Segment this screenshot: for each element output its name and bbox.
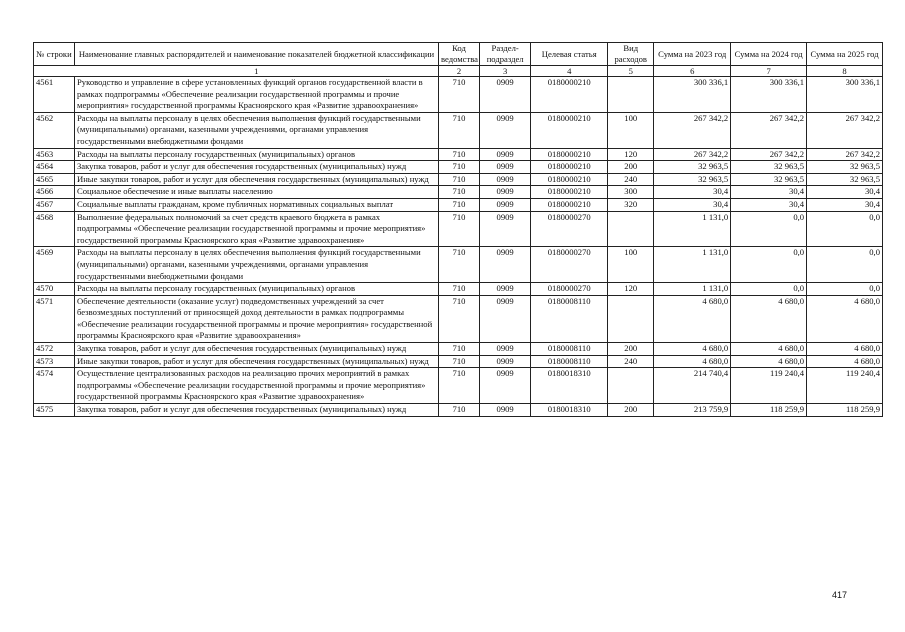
row-expense-type: 240 [608,173,654,186]
row-sum-2024: 300 336,1 [731,77,807,113]
row-number: 4573 [34,355,75,368]
row-expense-type: 240 [608,355,654,368]
row-department-code: 710 [439,247,480,283]
row-target-article: 0180000210 [531,148,608,161]
header-number-row [34,66,883,77]
row-sum-2024: 4 680,0 [731,343,807,356]
row-sum-2023: 267 342,2 [654,112,731,148]
header-sum-2025: Сумма на 2025 год [807,43,883,66]
row-department-code: 710 [439,211,480,247]
row-sum-2023: 214 740,4 [654,368,731,404]
row-section: 0909 [480,283,531,296]
row-target-article: 0180000270 [531,211,608,247]
row-sum-2025: 4 680,0 [807,355,883,368]
row-number: 4572 [34,343,75,356]
row-sum-2025: 32 963,5 [807,173,883,186]
row-section: 0909 [480,77,531,113]
row-department-code: 710 [439,173,480,186]
row-target-article: 0180000210 [531,77,608,113]
row-expense-type: 120 [608,283,654,296]
table-header [34,43,883,77]
row-target-article: 0180000210 [531,112,608,148]
row-department-code: 710 [439,198,480,211]
row-sum-2023: 4 680,0 [654,343,731,356]
table-row [34,112,883,148]
row-section: 0909 [480,355,531,368]
row-number: 4569 [34,247,75,283]
row-expense-type [608,211,654,247]
row-sum-2024: 119 240,4 [731,368,807,404]
table-row [34,77,883,113]
row-sum-2025: 118 259,9 [807,404,883,417]
row-number: 4563 [34,148,75,161]
row-number: 4568 [34,211,75,247]
row-sum-2025: 4 680,0 [807,343,883,356]
row-name: Расходы на выплаты персоналу в целях обеспечения выполнения функций государственными (муниципальными) органами, казенными учреждениями, органами управления государственными внебюджетными фондами [75,247,439,283]
row-target-article: 0180000210 [531,161,608,174]
header-sum-2023: Сумма на 2023 год [654,43,731,66]
row-section: 0909 [480,186,531,199]
row-sum-2024: 0,0 [731,247,807,283]
row-section: 0909 [480,343,531,356]
header-sum-2024: Сумма на 2024 год [731,43,807,66]
row-number: 4566 [34,186,75,199]
row-sum-2023: 1 131,0 [654,211,731,247]
row-name: Закупка товаров, работ и услуг для обеспечения государственных (муниципальных) нужд [75,161,439,174]
row-number: 4574 [34,368,75,404]
row-target-article: 0180008110 [531,343,608,356]
table-row [34,211,883,247]
row-department-code: 710 [439,343,480,356]
row-target-article: 0180000210 [531,173,608,186]
table-row [34,368,883,404]
row-sum-2024: 32 963,5 [731,173,807,186]
row-expense-type: 300 [608,186,654,199]
row-section: 0909 [480,173,531,186]
row-sum-2024: 30,4 [731,198,807,211]
row-section: 0909 [480,161,531,174]
table-row [34,355,883,368]
row-number: 4565 [34,173,75,186]
row-sum-2023: 213 759,9 [654,404,731,417]
row-department-code: 710 [439,404,480,417]
row-section: 0909 [480,368,531,404]
header-number: 3 [480,66,531,77]
row-expense-type: 100 [608,112,654,148]
row-sum-2024: 267 342,2 [731,148,807,161]
row-expense-type: 320 [608,198,654,211]
row-department-code: 710 [439,283,480,296]
table-row [34,295,883,342]
row-target-article: 0180000210 [531,186,608,199]
row-sum-2024: 4 680,0 [731,295,807,342]
header-number: 5 [608,66,654,77]
row-sum-2024: 0,0 [731,211,807,247]
row-section: 0909 [480,295,531,342]
row-name: Социальные выплаты гражданам, кроме публичных нормативных социальных выплат [75,198,439,211]
row-name: Выполнение федеральных полномочий за счет средств краевого бюджета в рамках подпрограммы «Обеспечение реализации государственной программы и прочие мероприятия» государственной программы Красноярского края «Развитие здравоохранения» [75,211,439,247]
row-target-article: 0180000210 [531,198,608,211]
header-target-article: Целевая статья [531,43,608,66]
row-name: Расходы на выплаты персоналу государственных (муниципальных) органов [75,283,439,296]
row-name: Расходы на выплаты персоналу в целях обеспечения выполнения функций государственными (муниципальными) органами, казенными учреждениями, органами управления государственными внебюджетными фондами [75,112,439,148]
row-target-article: 0180008110 [531,295,608,342]
row-name: Осуществление централизованных расходов на реализацию прочих мероприятий в рамках подпрограммы «Обеспечение реализации государственной программы и прочие мероприятия» государственной программы Красноярского края «Развитие здравоохранения» [75,368,439,404]
row-sum-2023: 1 131,0 [654,283,731,296]
header-row-number: № строки [34,43,75,66]
row-sum-2023: 4 680,0 [654,295,731,342]
row-number: 4567 [34,198,75,211]
row-expense-type [608,368,654,404]
row-sum-2024: 32 963,5 [731,161,807,174]
row-expense-type: 200 [608,404,654,417]
row-sum-2023: 300 336,1 [654,77,731,113]
header-number: 1 [75,66,439,77]
row-expense-type: 120 [608,148,654,161]
page-number: 417 [832,590,848,600]
row-sum-2025: 267 342,2 [807,148,883,161]
row-name: Социальное обеспечение и иные выплаты населению [75,186,439,199]
row-sum-2025: 30,4 [807,186,883,199]
row-sum-2023: 4 680,0 [654,355,731,368]
header-number-blank [34,66,75,77]
row-section: 0909 [480,112,531,148]
row-sum-2024: 30,4 [731,186,807,199]
row-sum-2023: 32 963,5 [654,161,731,174]
table-row [34,198,883,211]
table-row [34,247,883,283]
row-sum-2023: 32 963,5 [654,173,731,186]
row-section: 0909 [480,211,531,247]
header-name: Наименование главных распорядителей и наименование показателей бюджетной классификации [75,43,439,66]
row-sum-2025: 0,0 [807,247,883,283]
table-row [34,283,883,296]
row-expense-type: 100 [608,247,654,283]
header-number: 4 [531,66,608,77]
header-expense-type: Вид расходов [608,43,654,66]
row-sum-2024: 267 342,2 [731,112,807,148]
row-department-code: 710 [439,112,480,148]
row-number: 4561 [34,77,75,113]
row-name: Иные закупки товаров, работ и услуг для обеспечения государственных (муниципальных) нужд [75,355,439,368]
table-row [34,186,883,199]
row-sum-2025: 119 240,4 [807,368,883,404]
row-department-code: 710 [439,161,480,174]
row-sum-2025: 32 963,5 [807,161,883,174]
row-name: Иные закупки товаров, работ и услуг для обеспечения государственных (муниципальных) нужд [75,173,439,186]
row-expense-type: 200 [608,161,654,174]
row-sum-2025: 4 680,0 [807,295,883,342]
row-sum-2024: 0,0 [731,283,807,296]
row-expense-type [608,77,654,113]
row-sum-2025: 0,0 [807,211,883,247]
row-section: 0909 [480,247,531,283]
table-row [34,343,883,356]
row-department-code: 710 [439,77,480,113]
row-target-article: 0180018310 [531,404,608,417]
row-expense-type: 200 [608,343,654,356]
header-department-code: Код ведомства [439,43,480,66]
row-sum-2023: 30,4 [654,186,731,199]
row-department-code: 710 [439,186,480,199]
row-department-code: 710 [439,295,480,342]
row-target-article: 0180018310 [531,368,608,404]
row-name: Расходы на выплаты персоналу государственных (муниципальных) органов [75,148,439,161]
header-section: Раздел-подраздел [480,43,531,66]
row-expense-type [608,295,654,342]
row-name: Обеспечение деятельности (оказание услуг) подведомственных учреждений за счет безвозмездных поступлений от приносящей доход деятельности в рамках подпрограммы «Обеспечение реализации государственной программы и прочие мероприятия» государственной программы Красноярского края «Развитие здравоохранения» [75,295,439,342]
budget-table [33,42,883,417]
row-sum-2023: 267 342,2 [654,148,731,161]
row-target-article: 0180000270 [531,283,608,296]
row-sum-2025: 0,0 [807,283,883,296]
row-name: Закупка товаров, работ и услуг для обеспечения государственных (муниципальных) нужд [75,343,439,356]
row-number: 4562 [34,112,75,148]
table-row [34,404,883,417]
row-number: 4575 [34,404,75,417]
row-target-article: 0180008110 [531,355,608,368]
row-department-code: 710 [439,355,480,368]
row-sum-2023: 1 131,0 [654,247,731,283]
row-name: Руководство и управление в сфере установленных функций органов государственной власти в рамках подпрограммы «Обеспечение реализации государственной программы и прочие мероприятия» государственной программы Красноярского края «Развитие здравоохранения» [75,77,439,113]
row-section: 0909 [480,404,531,417]
table-row [34,161,883,174]
row-sum-2024: 118 259,9 [731,404,807,417]
row-sum-2025: 30,4 [807,198,883,211]
row-department-code: 710 [439,368,480,404]
table-row [34,148,883,161]
table-body [34,77,883,417]
row-number: 4564 [34,161,75,174]
header-number: 6 [654,66,731,77]
row-target-article: 0180000270 [531,247,608,283]
table-row [34,173,883,186]
row-sum-2023: 30,4 [654,198,731,211]
row-sum-2024: 4 680,0 [731,355,807,368]
row-sum-2025: 300 336,1 [807,77,883,113]
row-number: 4571 [34,295,75,342]
row-section: 0909 [480,198,531,211]
header-number: 7 [731,66,807,77]
header-number: 2 [439,66,480,77]
row-section: 0909 [480,148,531,161]
row-sum-2025: 267 342,2 [807,112,883,148]
row-number: 4570 [34,283,75,296]
row-name: Закупка товаров, работ и услуг для обеспечения государственных (муниципальных) нужд [75,404,439,417]
row-department-code: 710 [439,148,480,161]
header-number: 8 [807,66,883,77]
